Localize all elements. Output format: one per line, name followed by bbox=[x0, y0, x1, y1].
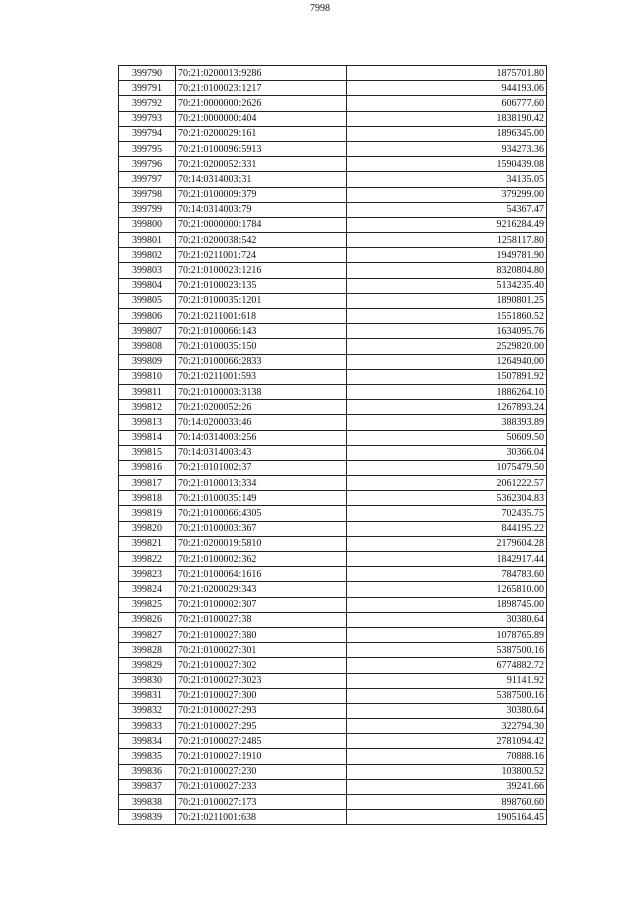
value-cell: 2781094.42 bbox=[347, 734, 547, 749]
value-cell: 30366.04 bbox=[347, 445, 547, 460]
cadastral-number-cell: 70:21:0100002:307 bbox=[176, 597, 347, 612]
cadastral-number-cell: 70:21:0100064:1616 bbox=[176, 567, 347, 582]
cadastral-number-cell: 70:21:0200052:26 bbox=[176, 400, 347, 415]
table-row bbox=[119, 658, 547, 673]
table-row bbox=[119, 764, 547, 779]
row-number-cell: 399838 bbox=[119, 795, 176, 810]
value-cell: 8320804.80 bbox=[347, 263, 547, 278]
value-cell: 1267893.24 bbox=[347, 400, 547, 415]
cadastral-number-cell: 70:21:0100023:135 bbox=[176, 278, 347, 293]
row-number-cell: 399797 bbox=[119, 172, 176, 187]
table-row bbox=[119, 506, 547, 521]
cadastral-number-cell: 70:21:0200019:5810 bbox=[176, 536, 347, 551]
row-number-cell: 399820 bbox=[119, 521, 176, 536]
cadastral-number-cell: 70:21:0100027:173 bbox=[176, 795, 347, 810]
value-cell: 39241.66 bbox=[347, 779, 547, 794]
cadastral-number-cell: 70:21:0100013:334 bbox=[176, 476, 347, 491]
table-row bbox=[119, 369, 547, 384]
row-number-cell: 399817 bbox=[119, 476, 176, 491]
table-row bbox=[119, 354, 547, 369]
row-number-cell: 399809 bbox=[119, 354, 176, 369]
cadastral-number-cell: 70:21:0200029:343 bbox=[176, 582, 347, 597]
cadastral-number-cell: 70:21:0100035:1201 bbox=[176, 293, 347, 308]
row-number-cell: 399836 bbox=[119, 764, 176, 779]
cadastral-number-cell: 70:21:0100003:367 bbox=[176, 521, 347, 536]
row-number-cell: 399830 bbox=[119, 673, 176, 688]
row-number-cell: 399823 bbox=[119, 567, 176, 582]
cadastral-number-cell: 70:21:0100035:149 bbox=[176, 491, 347, 506]
row-number-cell: 399805 bbox=[119, 293, 176, 308]
table-row bbox=[119, 476, 547, 491]
value-cell: 5134235.40 bbox=[347, 278, 547, 293]
row-number-cell: 399790 bbox=[119, 66, 176, 81]
value-cell: 1078765.89 bbox=[347, 627, 547, 642]
row-number-cell: 399824 bbox=[119, 582, 176, 597]
value-cell: 784783.60 bbox=[347, 567, 547, 582]
cadastral-number-cell: 70:21:0100002:362 bbox=[176, 552, 347, 567]
value-cell: 322794.30 bbox=[347, 719, 547, 734]
row-number-cell: 399834 bbox=[119, 734, 176, 749]
cadastral-number-cell: 70:14:0314003:43 bbox=[176, 445, 347, 460]
table-row bbox=[119, 187, 547, 202]
row-number-cell: 399791 bbox=[119, 81, 176, 96]
value-cell: 1905164.45 bbox=[347, 810, 547, 825]
row-number-cell: 399813 bbox=[119, 415, 176, 430]
cadastral-number-cell: 70:21:0100027:1910 bbox=[176, 749, 347, 764]
table-row bbox=[119, 81, 547, 96]
table-row bbox=[119, 66, 547, 81]
row-number-cell: 399808 bbox=[119, 339, 176, 354]
value-cell: 1838190.42 bbox=[347, 111, 547, 126]
table-row bbox=[119, 734, 547, 749]
value-cell: 1896345.00 bbox=[347, 126, 547, 141]
cadastral-number-cell: 70:21:0100027:2485 bbox=[176, 734, 347, 749]
cadastral-number-cell: 70:21:0100027:295 bbox=[176, 719, 347, 734]
row-number-cell: 399804 bbox=[119, 278, 176, 293]
row-number-cell: 399833 bbox=[119, 719, 176, 734]
row-number-cell: 399807 bbox=[119, 324, 176, 339]
row-number-cell: 399802 bbox=[119, 248, 176, 263]
value-cell: 1258117.80 bbox=[347, 233, 547, 248]
value-cell: 103800.52 bbox=[347, 764, 547, 779]
row-number-cell: 399811 bbox=[119, 384, 176, 399]
row-number-cell: 399814 bbox=[119, 430, 176, 445]
table-row bbox=[119, 415, 547, 430]
table-row bbox=[119, 627, 547, 642]
cadastral-number-cell: 70:21:0211001:618 bbox=[176, 309, 347, 324]
table-row bbox=[119, 141, 547, 156]
table-row bbox=[119, 217, 547, 232]
row-number-cell: 399828 bbox=[119, 643, 176, 658]
value-cell: 1507891.92 bbox=[347, 369, 547, 384]
cadastral-number-cell: 70:21:0100023:1216 bbox=[176, 263, 347, 278]
table-row bbox=[119, 293, 547, 308]
cadastral-number-cell: 70:21:0200029:161 bbox=[176, 126, 347, 141]
row-number-cell: 399837 bbox=[119, 779, 176, 794]
row-number-cell: 399795 bbox=[119, 141, 176, 156]
cadastral-number-cell: 70:21:0200038:542 bbox=[176, 233, 347, 248]
row-number-cell: 399835 bbox=[119, 749, 176, 764]
table-row bbox=[119, 719, 547, 734]
table-row bbox=[119, 157, 547, 172]
row-number-cell: 399818 bbox=[119, 491, 176, 506]
table-row bbox=[119, 612, 547, 627]
table-row bbox=[119, 339, 547, 354]
value-cell: 9216284.49 bbox=[347, 217, 547, 232]
table-row bbox=[119, 688, 547, 703]
table-row bbox=[119, 111, 547, 126]
row-number-cell: 399832 bbox=[119, 703, 176, 718]
value-cell: 1842917.44 bbox=[347, 552, 547, 567]
row-number-cell: 399806 bbox=[119, 309, 176, 324]
table-row bbox=[119, 521, 547, 536]
cadastral-number-cell: 70:21:0000000:1784 bbox=[176, 217, 347, 232]
registry-table bbox=[118, 65, 547, 825]
value-cell: 1590439.08 bbox=[347, 157, 547, 172]
value-cell: 50609.50 bbox=[347, 430, 547, 445]
table-row bbox=[119, 749, 547, 764]
value-cell: 1075479.50 bbox=[347, 460, 547, 475]
table-row bbox=[119, 491, 547, 506]
table-row bbox=[119, 460, 547, 475]
table-row bbox=[119, 324, 547, 339]
row-number-cell: 399798 bbox=[119, 187, 176, 202]
table-row bbox=[119, 567, 547, 582]
value-cell: 1886264.10 bbox=[347, 384, 547, 399]
table-row bbox=[119, 278, 547, 293]
cadastral-number-cell: 70:21:0100066:2833 bbox=[176, 354, 347, 369]
value-cell: 1890801.25 bbox=[347, 293, 547, 308]
row-number-cell: 399793 bbox=[119, 111, 176, 126]
table-row bbox=[119, 400, 547, 415]
table-row bbox=[119, 795, 547, 810]
cadastral-number-cell: 70:21:0200013:9286 bbox=[176, 66, 347, 81]
cadastral-number-cell: 70:21:0100027:233 bbox=[176, 779, 347, 794]
cadastral-number-cell: 70:21:0100023:1217 bbox=[176, 81, 347, 96]
table-row bbox=[119, 248, 547, 263]
cadastral-number-cell: 70:14:0314003:79 bbox=[176, 202, 347, 217]
table-row bbox=[119, 172, 547, 187]
cadastral-number-cell: 70:21:0100027:380 bbox=[176, 627, 347, 642]
cadastral-number-cell: 70:21:0100027:300 bbox=[176, 688, 347, 703]
value-cell: 54367.47 bbox=[347, 202, 547, 217]
value-cell: 5387500.16 bbox=[347, 688, 547, 703]
value-cell: 844195.22 bbox=[347, 521, 547, 536]
table-row bbox=[119, 643, 547, 658]
cadastral-number-cell: 70:21:0211001:593 bbox=[176, 369, 347, 384]
cadastral-number-cell: 70:21:0100027:293 bbox=[176, 703, 347, 718]
row-number-cell: 399810 bbox=[119, 369, 176, 384]
cadastral-number-cell: 70:21:0000000:404 bbox=[176, 111, 347, 126]
table-row bbox=[119, 703, 547, 718]
cadastral-number-cell: 70:21:0100009:379 bbox=[176, 187, 347, 202]
table-row bbox=[119, 430, 547, 445]
cadastral-number-cell: 70:21:0211001:638 bbox=[176, 810, 347, 825]
value-cell: 5387500.16 bbox=[347, 643, 547, 658]
cadastral-number-cell: 70:14:0314003:256 bbox=[176, 430, 347, 445]
row-number-cell: 399812 bbox=[119, 400, 176, 415]
value-cell: 388393.89 bbox=[347, 415, 547, 430]
cadastral-number-cell: 70:21:0200052:331 bbox=[176, 157, 347, 172]
value-cell: 1898745.00 bbox=[347, 597, 547, 612]
row-number-cell: 399829 bbox=[119, 658, 176, 673]
table-row bbox=[119, 779, 547, 794]
table-row bbox=[119, 202, 547, 217]
row-number-cell: 399799 bbox=[119, 202, 176, 217]
cadastral-number-cell: 70:21:0100027:230 bbox=[176, 764, 347, 779]
row-number-cell: 399792 bbox=[119, 96, 176, 111]
table-row bbox=[119, 384, 547, 399]
row-number-cell: 399796 bbox=[119, 157, 176, 172]
cadastral-number-cell: 70:21:0100027:3023 bbox=[176, 673, 347, 688]
value-cell: 606777.60 bbox=[347, 96, 547, 111]
row-number-cell: 399803 bbox=[119, 263, 176, 278]
value-cell: 2061222.57 bbox=[347, 476, 547, 491]
row-number-cell: 399822 bbox=[119, 552, 176, 567]
cadastral-number-cell: 70:21:0211001:724 bbox=[176, 248, 347, 263]
table-row bbox=[119, 445, 547, 460]
table-row bbox=[119, 233, 547, 248]
value-cell: 30380.64 bbox=[347, 703, 547, 718]
value-cell: 2529820.00 bbox=[347, 339, 547, 354]
row-number-cell: 399831 bbox=[119, 688, 176, 703]
value-cell: 1634095.76 bbox=[347, 324, 547, 339]
row-number-cell: 399794 bbox=[119, 126, 176, 141]
row-number-cell: 399821 bbox=[119, 536, 176, 551]
value-cell: 34135.05 bbox=[347, 172, 547, 187]
cadastral-number-cell: 70:21:0100066:143 bbox=[176, 324, 347, 339]
table-row bbox=[119, 263, 547, 278]
row-number-cell: 399839 bbox=[119, 810, 176, 825]
value-cell: 70888.16 bbox=[347, 749, 547, 764]
value-cell: 6774882.72 bbox=[347, 658, 547, 673]
table-row bbox=[119, 96, 547, 111]
value-cell: 91141.92 bbox=[347, 673, 547, 688]
row-number-cell: 399827 bbox=[119, 627, 176, 642]
cadastral-number-cell: 70:21:0000000:2626 bbox=[176, 96, 347, 111]
value-cell: 1949781.90 bbox=[347, 248, 547, 263]
row-number-cell: 399826 bbox=[119, 612, 176, 627]
value-cell: 1551860.52 bbox=[347, 309, 547, 324]
cadastral-number-cell: 70:21:0100027:302 bbox=[176, 658, 347, 673]
table-row bbox=[119, 536, 547, 551]
table-row bbox=[119, 309, 547, 324]
value-cell: 2179604.28 bbox=[347, 536, 547, 551]
cadastral-number-cell: 70:21:0100027:38 bbox=[176, 612, 347, 627]
cadastral-number-cell: 70:14:0200033:46 bbox=[176, 415, 347, 430]
table-row bbox=[119, 552, 547, 567]
value-cell: 1265810.00 bbox=[347, 582, 547, 597]
cadastral-number-cell: 70:21:0100066:4305 bbox=[176, 506, 347, 521]
value-cell: 944193.06 bbox=[347, 81, 547, 96]
cadastral-number-cell: 70:21:0100096:5913 bbox=[176, 141, 347, 156]
table-row bbox=[119, 597, 547, 612]
row-number-cell: 399801 bbox=[119, 233, 176, 248]
value-cell: 898760.60 bbox=[347, 795, 547, 810]
table-row bbox=[119, 810, 547, 825]
value-cell: 1264940.00 bbox=[347, 354, 547, 369]
value-cell: 379299.00 bbox=[347, 187, 547, 202]
page-number: 7998 bbox=[310, 3, 330, 14]
value-cell: 5362304.83 bbox=[347, 491, 547, 506]
registry-table-body bbox=[119, 66, 547, 825]
table-row bbox=[119, 673, 547, 688]
row-number-cell: 399819 bbox=[119, 506, 176, 521]
table-row bbox=[119, 126, 547, 141]
row-number-cell: 399825 bbox=[119, 597, 176, 612]
value-cell: 1875701.80 bbox=[347, 66, 547, 81]
cadastral-number-cell: 70:21:0100003:3138 bbox=[176, 384, 347, 399]
cadastral-number-cell: 70:21:0101002:37 bbox=[176, 460, 347, 475]
table-row bbox=[119, 582, 547, 597]
cadastral-number-cell: 70:21:0100027:301 bbox=[176, 643, 347, 658]
row-number-cell: 399816 bbox=[119, 460, 176, 475]
value-cell: 702435.75 bbox=[347, 506, 547, 521]
cadastral-number-cell: 70:14:0314003:31 bbox=[176, 172, 347, 187]
row-number-cell: 399815 bbox=[119, 445, 176, 460]
value-cell: 30380.64 bbox=[347, 612, 547, 627]
value-cell: 934273.36 bbox=[347, 141, 547, 156]
cadastral-number-cell: 70:21:0100035:150 bbox=[176, 339, 347, 354]
row-number-cell: 399800 bbox=[119, 217, 176, 232]
